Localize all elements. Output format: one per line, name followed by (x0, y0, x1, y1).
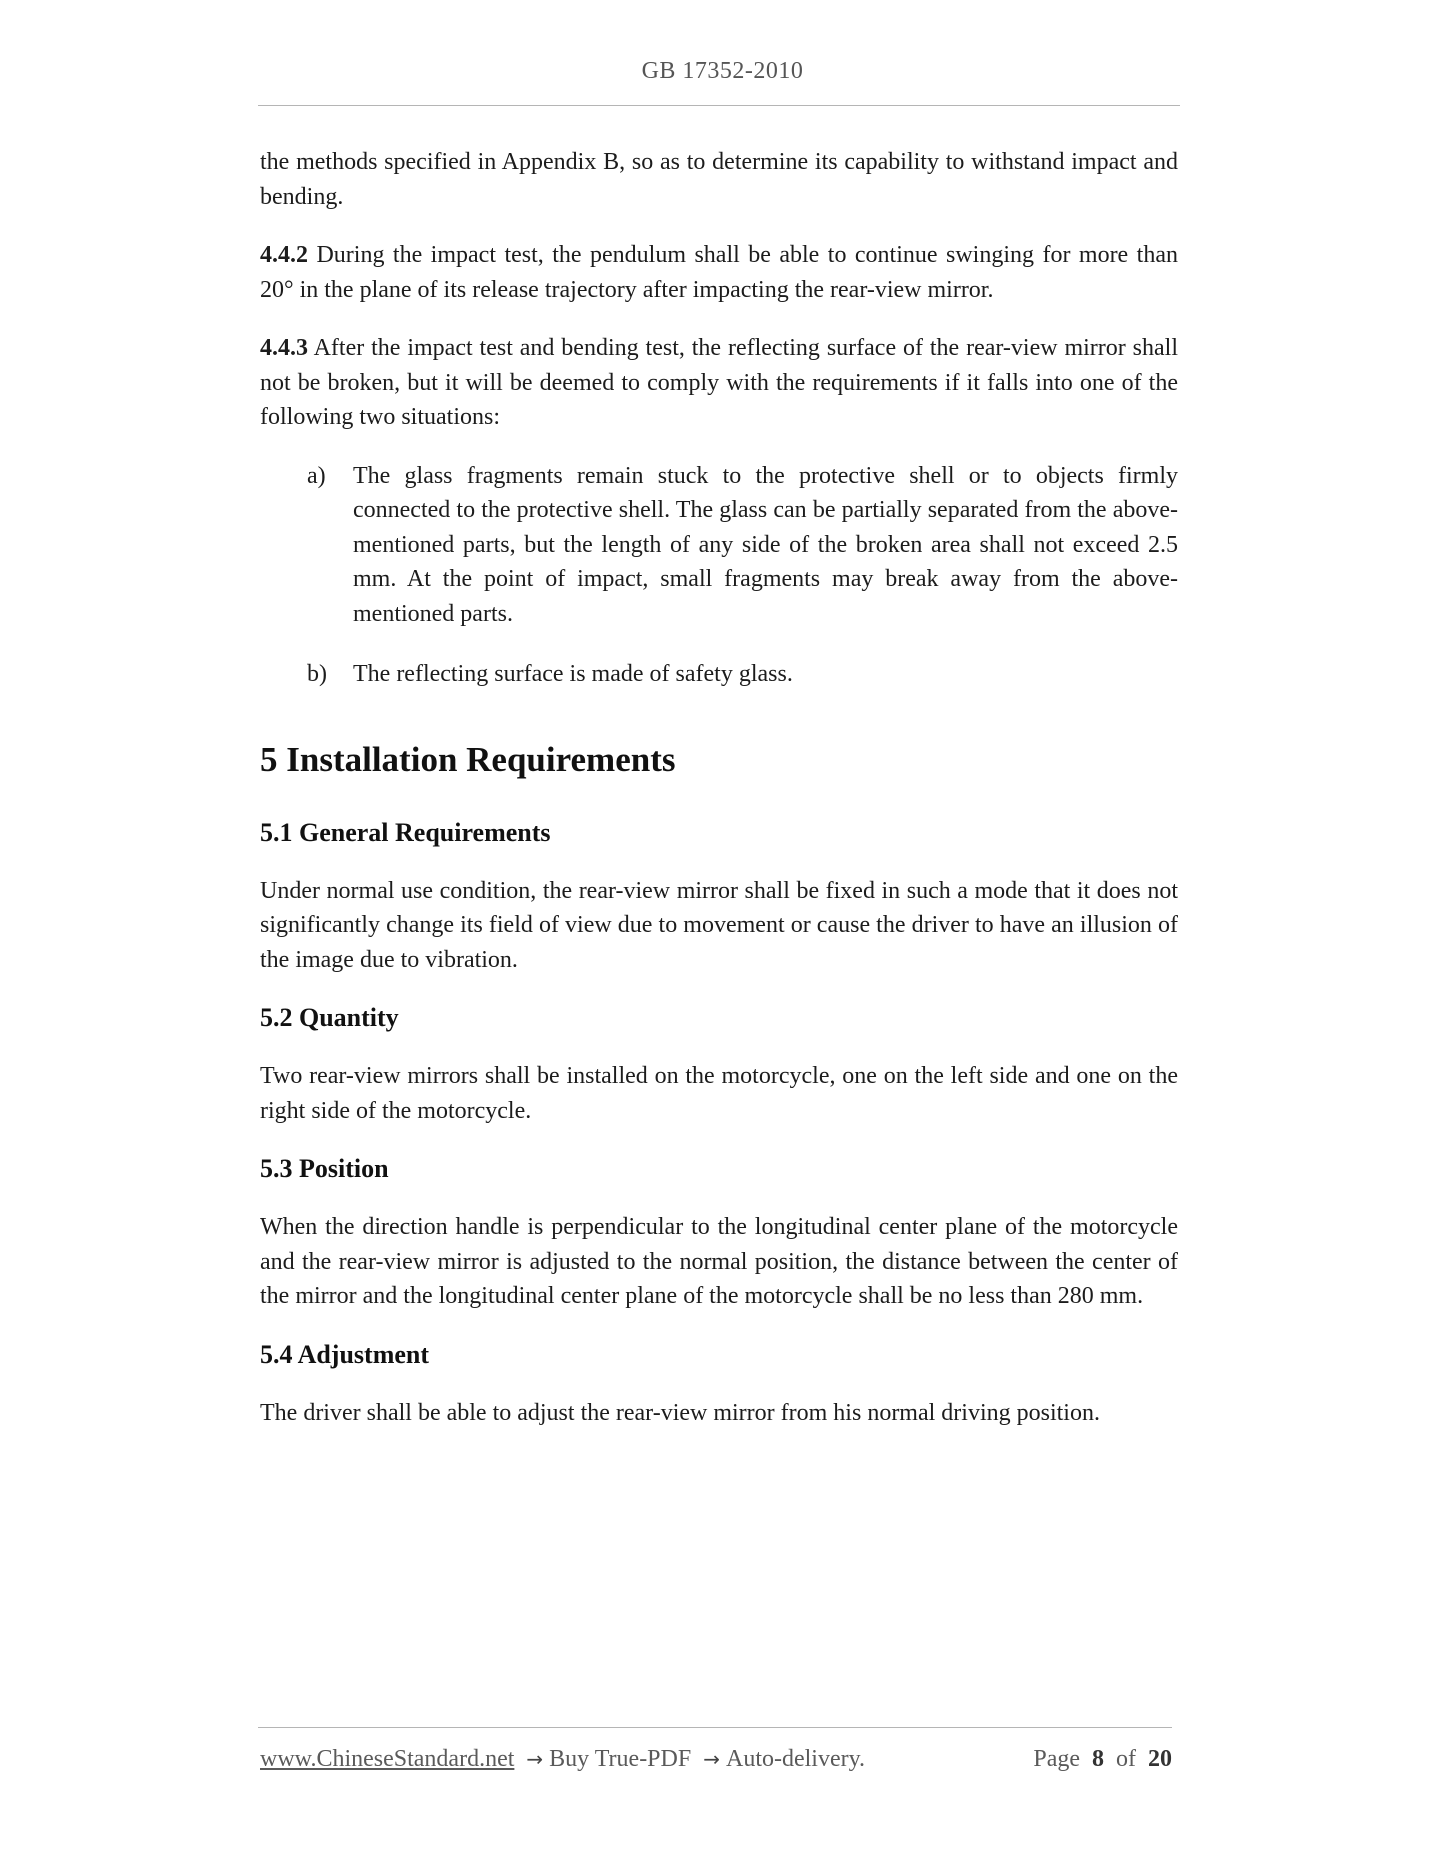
subsection-text: When the direction handle is perpendicular to the longitudinal center plane of the motorcycle and the rear-view mirror is adjusted to the normal position, the distance between the center of the mirror and the longitudinal center plane of the motorcycle shall be no less than 280 mm. (260, 1214, 1178, 1309)
list-item (260, 657, 1178, 692)
subsection-heading: 5.2 Quantity (260, 1003, 399, 1032)
clause-number: 4.4.2 (260, 242, 308, 268)
subsection-text: Two rear-view mirrors shall be installed on the motorcycle, one on the left side and one on the right side of the motorcycle. (260, 1063, 1178, 1124)
subsection-heading: 5.1 General Requirements (260, 817, 551, 847)
delivery-text: Auto-delivery. (725, 1746, 866, 1772)
page-footer (260, 1742, 1172, 1776)
clause-number: 4.4.3 (260, 335, 308, 361)
site-link[interactable]: www.ChineseStandard.net (260, 1746, 515, 1772)
page-current: 8 (1092, 1746, 1104, 1772)
buy-text: Buy True-PDF (549, 1746, 692, 1772)
footer-divider (258, 1727, 1172, 1728)
clause-4-4-3 (260, 331, 1178, 435)
subsection-heading: 5.4 Adjustment (260, 1339, 430, 1369)
list-marker: b) (307, 661, 327, 687)
page-indicator (1033, 1742, 1172, 1776)
subsection-text: The driver shall be able to adjust the rear-view mirror from his normal driving position. (260, 1399, 1100, 1426)
right-arrow-icon: → (703, 1747, 720, 1771)
page-label: Page (1033, 1746, 1080, 1772)
clause-text: During the impact test, the pendulum shall be able to continue swinging for more than 20° in the plane of its release trajectory after impacting the rear-view mirror. (260, 242, 1178, 303)
header-divider (258, 105, 1180, 106)
continued-paragraph: the methods specified in Appendix B, so as to determine its capability to withstand impact and bending. (260, 149, 1178, 210)
list-marker: a) (307, 462, 326, 489)
page-content (260, 145, 1178, 1454)
clause-text: After the impact test and bending test, the reflecting surface of the rear-view mirror shall not be broken, but it will be deemed to comply with the requirements if it falls into one of the following two situations: (260, 335, 1178, 430)
list-item-text: The reflecting surface is made of safety glass. (353, 661, 793, 687)
footer-promo (260, 1742, 865, 1776)
clause-4-4-2 (260, 238, 1178, 307)
right-arrow-icon: → (526, 1747, 544, 1771)
of-label: of (1116, 1746, 1136, 1772)
situation-list (260, 459, 1178, 692)
page-total: 20 (1148, 1746, 1172, 1772)
document-header-title: GB 17352-2010 (641, 58, 804, 84)
section-heading: 5 Installation Requirements (260, 739, 676, 779)
subsection-text: Under normal use condition, the rear-view mirror shall be fixed in such a mode that it does not significantly change its field of view due to movement or cause the driver to have an illusion of the image due to vibration. (260, 877, 1178, 973)
list-item-text: The glass fragments remain stuck to the protective shell or to objects firmly connected to the protective shell. The glass can be partially separated from the above-mentioned parts, but the length of any side of the broken area shall not exceed 2.5 mm. At the point of impact, small fragments may break away from the above-mentioned parts. (353, 462, 1178, 627)
subsection-heading: 5.3 Position (260, 1154, 389, 1183)
list-item (260, 459, 1178, 632)
